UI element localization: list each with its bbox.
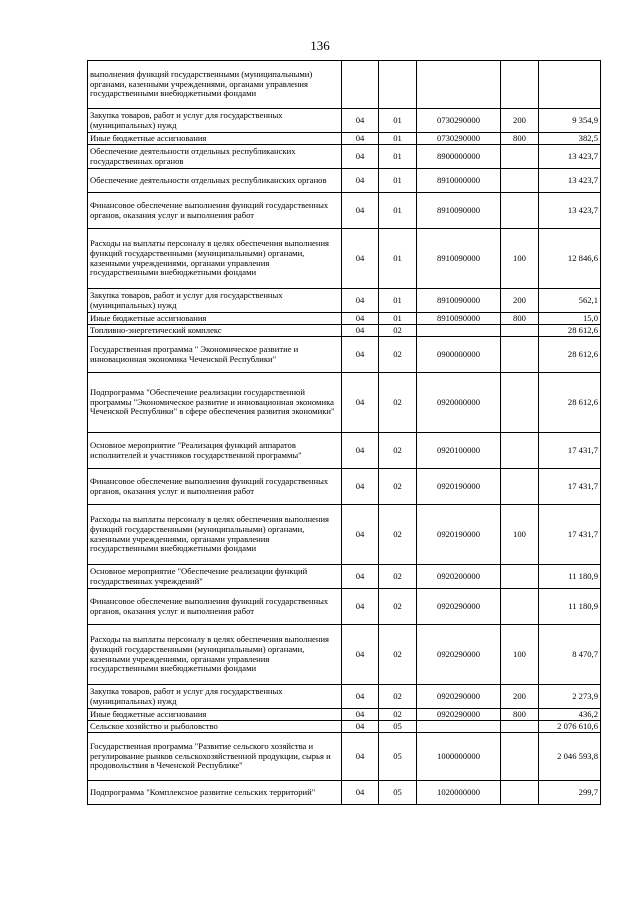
row-name: Расходы на выплаты персоналу в целях обеспечения выполнения функций государственными (муниципальными) органами, казенными учреждениями, органами управления государственными внебюджетными фондами <box>88 505 342 565</box>
row-section: 04 <box>342 109 379 133</box>
row-expense-type: 100 <box>501 229 539 289</box>
row-name: Топливно-энергетический комплекс <box>88 325 342 337</box>
table-row <box>88 229 601 289</box>
row-expense-type <box>501 145 539 169</box>
table-row <box>88 313 601 325</box>
table-row <box>88 781 601 805</box>
row-name: Основное мероприятие "Обеспечение реализации функций государственных учреждений" <box>88 565 342 589</box>
table-row <box>88 325 601 337</box>
row-amount: 2 046 593,8 <box>539 733 601 781</box>
row-target-article: 0920190000 <box>417 469 501 505</box>
row-expense-type: 200 <box>501 109 539 133</box>
row-section: 04 <box>342 229 379 289</box>
row-section: 04 <box>342 337 379 373</box>
row-amount: 15,0 <box>539 313 601 325</box>
row-amount: 2 076 610,6 <box>539 721 601 733</box>
row-name: Подпрограмма "Обеспечение реализации государственной программы "Экономическое развитие и инновационная экономика Чеченской Республики" в сфере обеспечения развития экономики" <box>88 373 342 433</box>
table-row <box>88 589 601 625</box>
page-number: 136 <box>310 38 330 53</box>
row-expense-type <box>501 193 539 229</box>
row-amount: 17 431,7 <box>539 469 601 505</box>
row-subsection: 02 <box>379 505 417 565</box>
row-subsection: 02 <box>379 433 417 469</box>
row-subsection: 02 <box>379 565 417 589</box>
row-name: Закупка товаров, работ и услуг для государственных (муниципальных) нужд <box>88 289 342 313</box>
row-subsection: 02 <box>379 373 417 433</box>
row-expense-type <box>501 733 539 781</box>
row-subsection: 01 <box>379 169 417 193</box>
row-target-article: 0730290000 <box>417 109 501 133</box>
row-expense-type <box>501 169 539 193</box>
row-amount: 12 846,6 <box>539 229 601 289</box>
row-target-article <box>417 61 501 109</box>
row-name: Расходы на выплаты персоналу в целях обеспечения выполнения функций государственными (муниципальными) органами, казенными учреждениями, органами управления государственными внебюджетными фондами <box>88 625 342 685</box>
row-section: 04 <box>342 781 379 805</box>
row-section: 04 <box>342 145 379 169</box>
table-row <box>88 169 601 193</box>
row-expense-type: 200 <box>501 685 539 709</box>
table-row <box>88 133 601 145</box>
row-section: 04 <box>342 709 379 721</box>
row-target-article: 0730290000 <box>417 133 501 145</box>
row-expense-type <box>501 589 539 625</box>
row-section: 04 <box>342 133 379 145</box>
row-target-article: 0920290000 <box>417 625 501 685</box>
row-amount: 11 180,9 <box>539 565 601 589</box>
row-subsection: 02 <box>379 709 417 721</box>
row-target-article: 0900000000 <box>417 337 501 373</box>
row-amount: 13 423,7 <box>539 145 601 169</box>
row-amount: 2 273,9 <box>539 685 601 709</box>
row-name: Финансовое обеспечение выполнения функций государственных органов, оказания услуг и выполнения работ <box>88 193 342 229</box>
table-row <box>88 193 601 229</box>
row-subsection: 02 <box>379 685 417 709</box>
row-expense-type: 100 <box>501 505 539 565</box>
row-target-article: 0920290000 <box>417 709 501 721</box>
row-name: Закупка товаров, работ и услуг для государственных (муниципальных) нужд <box>88 685 342 709</box>
row-section: 04 <box>342 589 379 625</box>
table-row <box>88 469 601 505</box>
row-expense-type <box>501 433 539 469</box>
row-expense-type <box>501 373 539 433</box>
row-target-article: 0920190000 <box>417 505 501 565</box>
row-name: Иные бюджетные ассигнования <box>88 709 342 721</box>
table-row <box>88 721 601 733</box>
row-amount: 13 423,7 <box>539 169 601 193</box>
row-section: 04 <box>342 685 379 709</box>
row-section: 04 <box>342 433 379 469</box>
row-subsection: 02 <box>379 469 417 505</box>
row-name: Финансовое обеспечение выполнения функций государственных органов, оказания услуг и выполнения работ <box>88 589 342 625</box>
row-amount: 17 431,7 <box>539 505 601 565</box>
table-row <box>88 565 601 589</box>
row-section: 04 <box>342 313 379 325</box>
row-amount: 28 612,6 <box>539 337 601 373</box>
row-name: Государственная программа "Развитие сельского хозяйства и регулирование рынков сельскохозяйственной продукции, сырья и продовольствия в Чеченской Республике" <box>88 733 342 781</box>
row-section: 04 <box>342 169 379 193</box>
row-section: 04 <box>342 565 379 589</box>
row-subsection: 01 <box>379 313 417 325</box>
row-name: Иные бюджетные ассигнования <box>88 133 342 145</box>
row-expense-type: 800 <box>501 313 539 325</box>
row-expense-type <box>501 325 539 337</box>
row-amount <box>539 61 601 109</box>
table-row <box>88 109 601 133</box>
row-target-article: 8910090000 <box>417 193 501 229</box>
row-section: 04 <box>342 733 379 781</box>
table-row <box>88 337 601 373</box>
row-expense-type: 100 <box>501 625 539 685</box>
row-subsection: 05 <box>379 721 417 733</box>
row-section: 04 <box>342 505 379 565</box>
row-amount: 17 431,7 <box>539 433 601 469</box>
row-amount: 8 470,7 <box>539 625 601 685</box>
row-section: 04 <box>342 325 379 337</box>
row-expense-type <box>501 781 539 805</box>
row-subsection: 02 <box>379 625 417 685</box>
row-amount: 28 612,6 <box>539 325 601 337</box>
row-section: 04 <box>342 373 379 433</box>
row-target-article: 8910090000 <box>417 229 501 289</box>
row-expense-type <box>501 469 539 505</box>
row-amount: 11 180,9 <box>539 589 601 625</box>
row-expense-type <box>501 61 539 109</box>
row-section: 04 <box>342 625 379 685</box>
row-subsection: 02 <box>379 325 417 337</box>
row-name: Основное мероприятие "Реализация функций аппаратов исполнителей и участников государственной программы" <box>88 433 342 469</box>
row-subsection: 02 <box>379 589 417 625</box>
row-target-article: 8900000000 <box>417 145 501 169</box>
row-expense-type: 200 <box>501 289 539 313</box>
row-section: 04 <box>342 721 379 733</box>
row-name: Обеспечение деятельности отдельных республиканских органов <box>88 169 342 193</box>
row-target-article: 0920290000 <box>417 589 501 625</box>
row-expense-type: 800 <box>501 133 539 145</box>
row-name: Подпрограмма "Комплексное развитие сельских территорий" <box>88 781 342 805</box>
row-name: Государственная программа " Экономическое развитие и инновационная экономика Чеченской Республики" <box>88 337 342 373</box>
row-amount: 9 354,9 <box>539 109 601 133</box>
row-name: Финансовое обеспечение выполнения функций государственных органов, оказания услуг и выполнения работ <box>88 469 342 505</box>
row-target-article <box>417 721 501 733</box>
row-target-article: 0920290000 <box>417 685 501 709</box>
budget-table <box>87 60 601 805</box>
row-expense-type <box>501 337 539 373</box>
row-expense-type <box>501 565 539 589</box>
budget-table-body <box>88 61 601 805</box>
table-row <box>88 433 601 469</box>
row-subsection: 01 <box>379 193 417 229</box>
row-amount: 28 612,6 <box>539 373 601 433</box>
row-amount: 299,7 <box>539 781 601 805</box>
row-target-article: 8910090000 <box>417 313 501 325</box>
row-subsection: 05 <box>379 781 417 805</box>
row-target-article: 8910090000 <box>417 289 501 313</box>
row-amount: 382,5 <box>539 133 601 145</box>
row-subsection: 01 <box>379 133 417 145</box>
table-row <box>88 685 601 709</box>
row-name: выполнения функций государственными (муниципальными) органами, казенными учреждениями, органами управления государственными внебюджетными фондами <box>88 61 342 109</box>
row-expense-type: 800 <box>501 709 539 721</box>
row-subsection: 01 <box>379 109 417 133</box>
row-subsection: 01 <box>379 145 417 169</box>
row-subsection: 01 <box>379 289 417 313</box>
row-subsection: 05 <box>379 733 417 781</box>
row-name: Расходы на выплаты персоналу в целях обеспечения выполнения функций государственными (муниципальными) органами, казенными учреждениями, органами управления государственными внебюджетными фондами <box>88 229 342 289</box>
table-row <box>88 145 601 169</box>
row-name: Сельское хозяйство и рыболовство <box>88 721 342 733</box>
table-row <box>88 373 601 433</box>
table-row <box>88 709 601 721</box>
table-row <box>88 733 601 781</box>
row-subsection <box>379 61 417 109</box>
row-name: Иные бюджетные ассигнования <box>88 313 342 325</box>
row-subsection: 02 <box>379 337 417 373</box>
table-row <box>88 289 601 313</box>
row-amount: 562,1 <box>539 289 601 313</box>
row-target-article: 0920100000 <box>417 433 501 469</box>
row-target-article: 1000000000 <box>417 733 501 781</box>
row-target-article: 1020000000 <box>417 781 501 805</box>
row-name: Закупка товаров, работ и услуг для государственных (муниципальных) нужд <box>88 109 342 133</box>
row-target-article: 8910000000 <box>417 169 501 193</box>
row-target-article: 0920000000 <box>417 373 501 433</box>
row-target-article: 0920200000 <box>417 565 501 589</box>
table-row <box>88 625 601 685</box>
row-section: 04 <box>342 469 379 505</box>
row-section <box>342 61 379 109</box>
row-amount: 436,2 <box>539 709 601 721</box>
row-name: Обеспечение деятельности отдельных республиканских государственных органов <box>88 145 342 169</box>
table-row <box>88 61 601 109</box>
row-section: 04 <box>342 193 379 229</box>
row-expense-type <box>501 721 539 733</box>
table-row <box>88 505 601 565</box>
row-section: 04 <box>342 289 379 313</box>
row-subsection: 01 <box>379 229 417 289</box>
row-target-article <box>417 325 501 337</box>
row-amount: 13 423,7 <box>539 193 601 229</box>
